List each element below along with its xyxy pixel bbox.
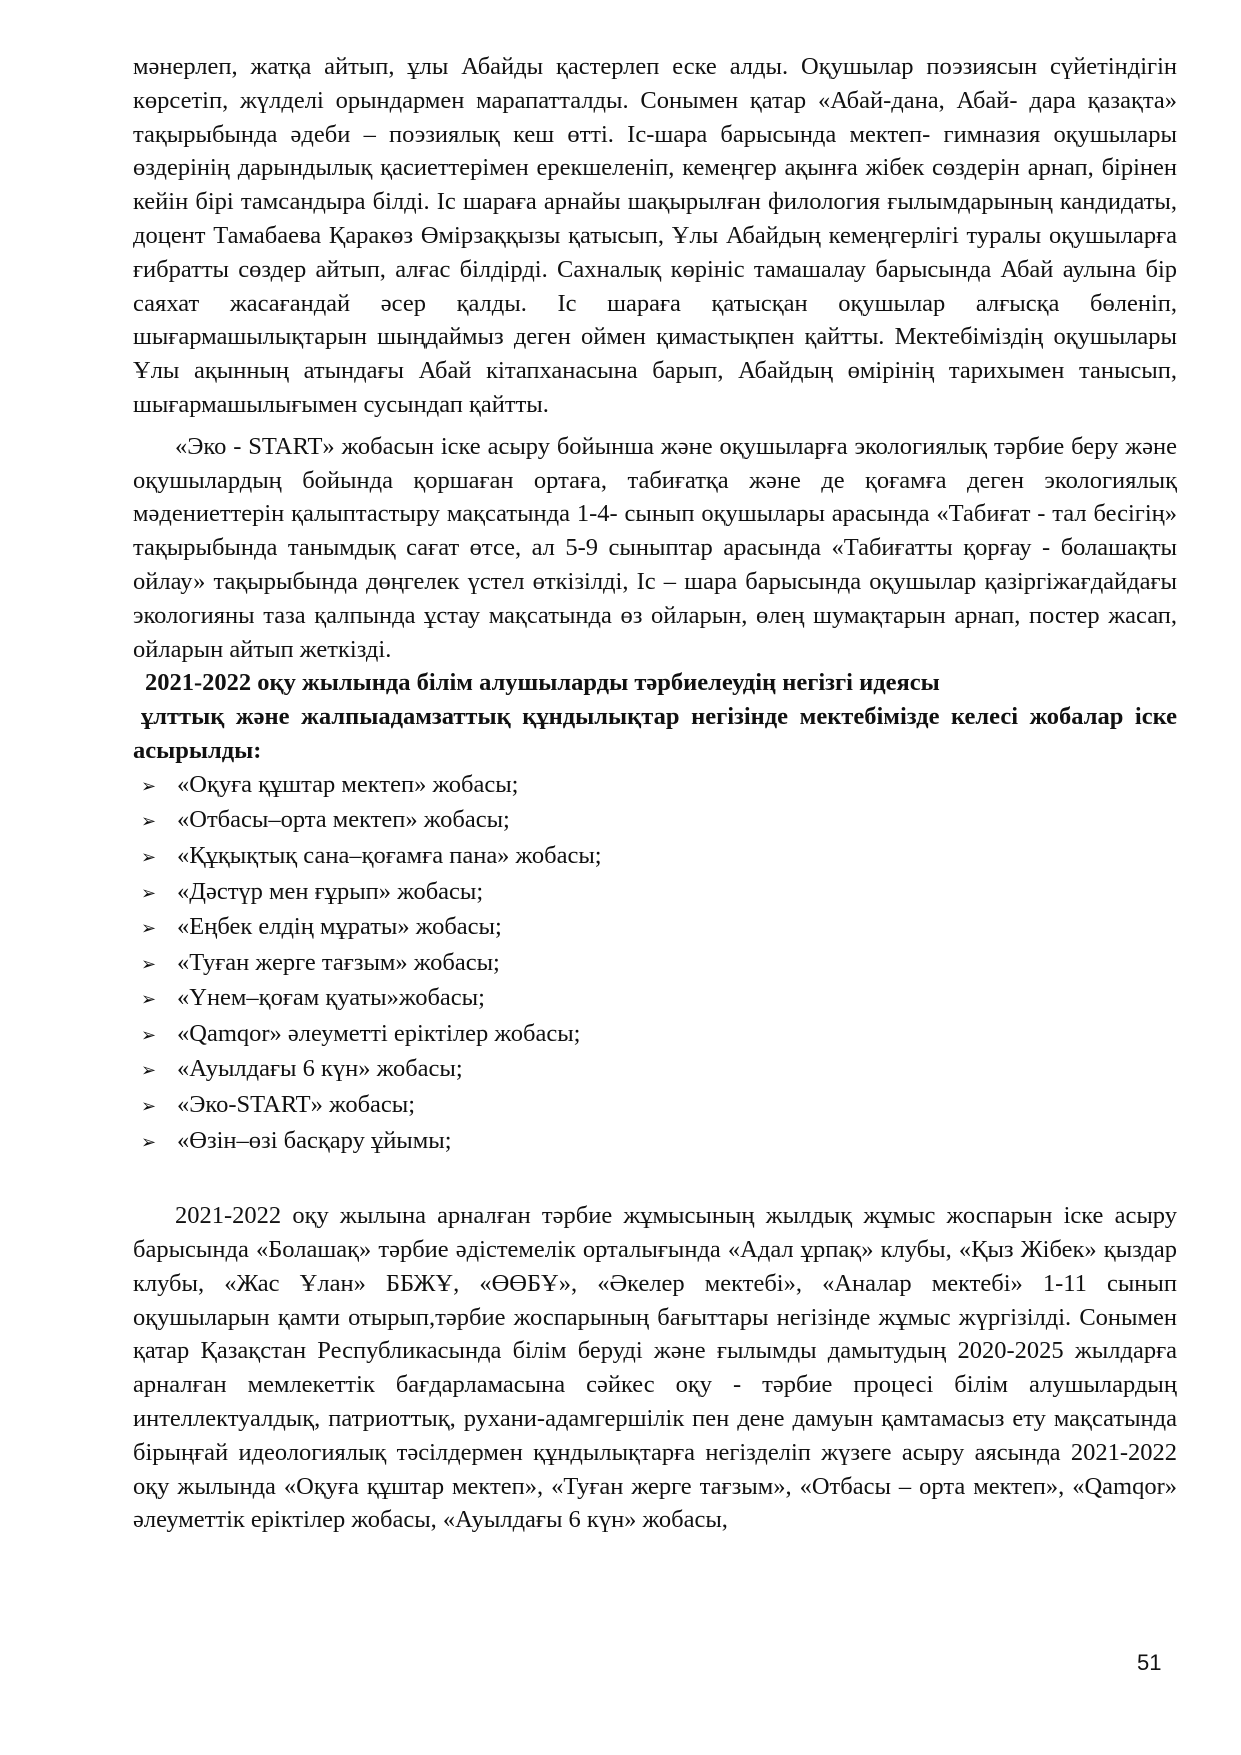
arrow-bullet-icon: ➢ — [141, 882, 157, 904]
arrow-bullet-icon: ➢ — [141, 1060, 157, 1082]
section-heading-projects: ұлттық және жалпыадамзаттық құндылықтар негізінде мектебімізде келесі жобалар іске асырылды: — [133, 703, 1177, 764]
list-item — [133, 946, 1177, 982]
page-number: 51 — [1137, 1650, 1162, 1675]
project-label: «Үнем–қоғам қуаты»жобасы; — [177, 984, 485, 1012]
list-item — [133, 981, 1177, 1017]
project-label: «Отбасы–орта мектеп» жобасы; — [177, 806, 510, 834]
project-label: «Өзін–өзі басқару ұйымы; — [177, 1126, 452, 1154]
arrow-bullet-icon: ➢ — [141, 811, 157, 833]
section-heading-main-idea: 2021-2022 оқу жылында білім алушыларды тәрбиелеудің негізгі идеясы — [145, 669, 940, 697]
arrow-bullet-icon: ➢ — [141, 1096, 157, 1118]
document-page — [133, 50, 1177, 1537]
project-label: «Qamqor» әлеуметті еріктілер жобасы; — [177, 1019, 581, 1047]
project-label: «Оқуға құштар мектеп» жобасы; — [177, 770, 519, 798]
arrow-bullet-icon: ➢ — [141, 846, 157, 868]
arrow-bullet-icon: ➢ — [141, 953, 157, 975]
list-item — [133, 875, 1177, 911]
project-label: «Дәстүр мен ғұрып» жобасы; — [177, 877, 484, 905]
paragraph-eco-start: «Эко - START» жобасын іске асыру бойынша және оқушыларға экологиялық тәрбие беру және оқушылардың бойында қоршаған ортаға, табиғатқа және де қоғамға деген экологиялық мәдениеттерін қалыптастыру мақсатында 1-4- сынып оқушылары арасында «Табиғат - тал бесігің» тақырыбында танымдық сағат өтсе, ал 5-9 сыныптар арасында «Табиғатты қорғау - болашақты ойлау» тақырыбында дөңгелек үстел өткізілді, Іс – шара барысында оқушылар қазіргіжағдайдағы экологияны таза қалпында ұстау мақсатында өз ойларын, өлең шумақтарын арнап, постер жасап, ойларын айтып жеткізді. — [133, 432, 1177, 663]
project-label: «Ауылдағы 6 күн» жобасы; — [177, 1055, 463, 1083]
list-item — [133, 1052, 1177, 1088]
list-item — [133, 803, 1177, 839]
project-label: «Эко-START» жобасы; — [177, 1091, 416, 1119]
arrow-bullet-icon: ➢ — [141, 775, 157, 797]
list-item — [133, 1124, 1177, 1160]
arrow-bullet-icon: ➢ — [141, 1024, 157, 1046]
project-label: «Еңбек елдің мұраты» жобасы; — [177, 913, 502, 941]
arrow-bullet-icon: ➢ — [141, 989, 157, 1011]
project-label: «Туған жерге тағзым» жобасы; — [177, 948, 500, 976]
paragraph-abai: мәнерлеп, жатқа айтып, ұлы Абайды қастерлеп еске алды. Оқушылар поэзиясын сүйетіндігін көрсетіп, жүлделі орындармен марапатталды. Сонымен қатар «Абай-дана, Абай- дара қазақта» тақырыбында әдеби – поэзиялық кеш өтті. Іс-шара барысында мектеп- гимназия оқушылары өздерінің дарындылық қасиеттерімен ерекшеленіп, кемеңгер ақынға жібек сөздерін арнап, бірінен кейін бірі тамсандыра білді. Іс шараға арнайы шақырылған филология ғылымдарының кандидаты, доцент Тамабаева Қаракөз Өмірзаққызы қатысып, Ұлы Абайдың кемеңгерлігі туралы оқушыларға ғибратты сөздер айтып, алғас білдірді. Сахналық көрініс тамашалау барысында Абай аулына бір саяхат жасағандай әсер қалды. Іс шараға қатысқан оқушылар алғысқа бөленіп, шығармашылықтарын шыңдаймыз деген оймен қимастықпен қайтты. Мектебіміздің оқушылары Ұлы ақынның атындағы Абай кітапханасына барып, Абайдың өмірінің тарихымен танысып, шығармашылығымен сусындап қайтты. — [133, 53, 1177, 418]
arrow-bullet-icon: ➢ — [141, 918, 157, 940]
project-label: «Құқықтық сана–қоғамға пана» жобасы; — [177, 841, 602, 869]
list-item — [133, 910, 1177, 946]
arrow-bullet-icon: ➢ — [141, 1131, 157, 1153]
projects-list — [133, 768, 1177, 1160]
list-item — [133, 1017, 1177, 1053]
list-item — [133, 768, 1177, 804]
list-item — [133, 1088, 1177, 1124]
list-item — [133, 839, 1177, 875]
paragraph-annual-plan: 2021-2022 оқу жылына арналған тәрбие жұмысының жылдық жұмыс жоспарын іске асыру барысында «Болашақ» тәрбие әдістемелік орталығында «Адал ұрпақ» клубы, «Қыз Жібек» қыздар клубы, «Жас Ұлан» ББЖҰ, «ӨӨБҰ», «Әкелер мектебі», «Аналар мектебі» 1-11 сынып оқушыларын қамти отырып,тәрбие жоспарының бағыттары негізінде жұмыс жүргізілді. Сонымен қатар Қазақстан Республикасында білім беруді және ғылымды дамытудың 2020-2025 жылдарға арналған мемлекеттік бағдарламасына сәйкес оқу - тәрбие процесі білім алушылардың интеллектуалдық, патриоттық, рухани-адамгершілік пен дене дамуын қамтамасыз ету мақсатында бірыңғай идеологиялық тәсілдермен құндылықтарға негізделіп жүзеге асыру аясында 2021-2022 оқу жылында «Оқуға құштар мектеп», «Туған жерге тағзым», «Отбасы – орта мектеп», «Qamqor» әлеуметтік еріктілер жобасы, «Ауылдағы 6 күн» жобасы, — [133, 1202, 1177, 1534]
